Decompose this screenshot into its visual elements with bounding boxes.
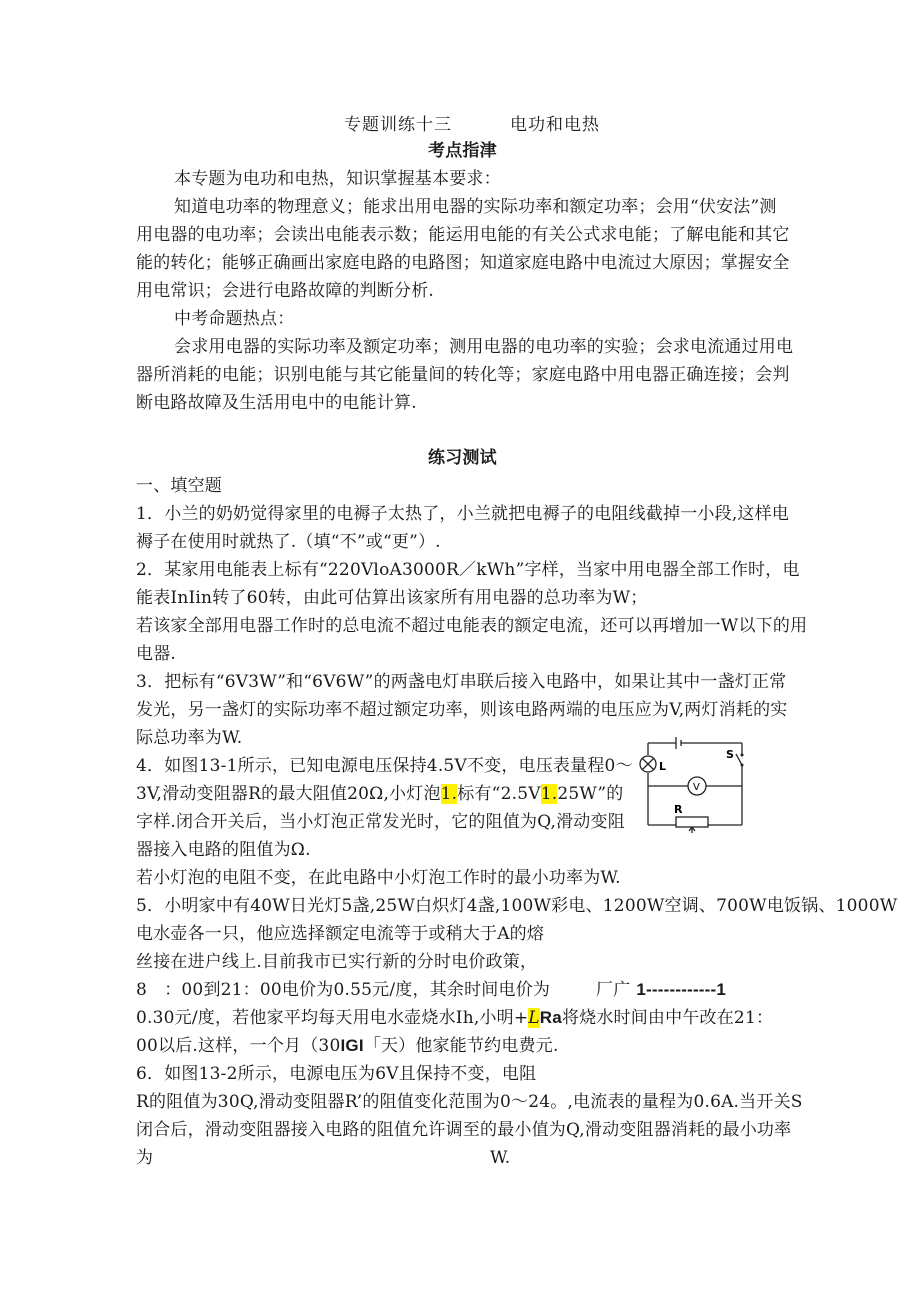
q4-line3: 字样.闭合开关后，当小灯泡正常发光时，它的阻值为Q,滑动变阻 — [136, 812, 625, 832]
q4-line2-a: 3V,滑动变阻器R的最大阻值20Ω,小灯泡 — [136, 784, 441, 804]
intro-p4-line3: 断电路故障及生活用电中的电能计算. — [136, 393, 417, 413]
intro-p3: 中考命题热点： — [174, 309, 295, 329]
circuit-diagram-13-1 — [636, 733, 748, 833]
q5-highlight: L — [528, 1008, 540, 1028]
q4-line2 — [136, 783, 623, 805]
q2-line1: 2．某家用电能表上标有“220VloA3000R／kWh”字样，当家中用电器全部工作时，电 — [136, 560, 800, 580]
q5-line6-c: 「天）他家能节约电费元. — [363, 1036, 559, 1056]
q6-line3: 闭合后，滑动变阻器接入电路的阻值允许调至的最小值为Q,滑动变阻器消耗的最小功率 — [136, 1120, 792, 1140]
intro-p2-line4: 用电常识；会进行电路故障的判断分析. — [136, 281, 435, 301]
q5-line4-c: 1------------1 — [636, 980, 727, 999]
q2-line2: 能表InIin转了60转，由此可估算出该家所有用电器的总功率为W； — [136, 588, 648, 608]
q5-line5 — [136, 1007, 773, 1029]
intro-p4-line1: 会求用电器的实际功率及额定功率；测用电器的电功率的实验；会求电流通过用电 — [174, 337, 794, 357]
intro-p1: 本专题为电功和电热，知识掌握基本要求： — [174, 169, 501, 189]
q5-line5-a: 0.30元/度，若他家平均每天用电水壶烧水Ih,小明+ — [136, 1008, 529, 1028]
q1-line2: 褥子在使用时就热了.（填“不”或“更”）. — [136, 532, 441, 552]
q6-line4a: 为 — [136, 1148, 154, 1168]
intro-p4-line2: 器所消耗的电能；识别电能与其它能量间的转化等；家庭电路中用电器正确连接；会判 — [136, 365, 790, 385]
q3-line3: 际总功率为W. — [136, 728, 243, 748]
label-voltmeter: V — [693, 782, 700, 793]
title-right: 电功和电热 — [510, 115, 600, 135]
intro-p2-line1: 知道电功率的物理意义；能求出用电器的实际功率和额定功率；会用“伏安法”测 — [174, 197, 777, 217]
q5-line3: 丝接在进户线上.目前我市已实行新的分时电价政策， — [136, 952, 538, 972]
doc-title — [344, 114, 600, 136]
q5-line2: 电水壶各一只，他应选择额定电流等于或稍大于A的熔 — [136, 924, 545, 944]
q5-line5-c: Ra — [539, 1008, 562, 1027]
q5-line5-d: 将烧水时间由中午改在21： — [561, 1008, 774, 1028]
section-heading-practice: 练习测试 — [428, 448, 497, 468]
q4-highlight-1: 1. — [440, 784, 458, 804]
label-rheostat: R — [674, 803, 683, 816]
intro-p2-line3: 能的转化；能够正确画出家庭电路的电路图；知道家庭电路中电流过大原因；掌握安全 — [136, 253, 790, 273]
q5-line4-a: 8 ：00到21：00电价为0.55元/度，其余时间电价为 — [136, 980, 551, 1000]
q4-highlight-2: 1. — [540, 784, 558, 804]
q6-line4b: W. — [490, 1148, 511, 1168]
q5-line6 — [136, 1035, 559, 1057]
section-fill-blank: 一、填空题 — [136, 476, 222, 496]
intro-p2-line2: 用电器的电功率；会读出电能表示数；能运用电能的有关公式求电能；了解电能和其它 — [136, 225, 790, 245]
q4-line2-e: 25W”的 — [557, 784, 624, 804]
q4-line2-c: 标有“2.5V — [457, 784, 541, 804]
rheostat-symbol — [676, 817, 708, 827]
q5-line4 — [136, 979, 550, 1001]
q2-line3: 若该家全部用电器工作时的总电流不超过电能表的额定电流，还可以再增加一W以下的用 — [136, 616, 808, 636]
label-lamp: L — [659, 760, 667, 773]
q4-line5: 若小灯泡的电阻不变，在此电路中小灯泡工作时的最小功率为W. — [136, 868, 621, 888]
q6-line1: 6．如图13-2所示，电源电压为6V且保持不变，电阻 — [136, 1064, 537, 1084]
q5-line4-b: 厂广 — [596, 980, 631, 1000]
section-heading-points: 考点指津 — [428, 141, 497, 161]
q1-line1: 1．小兰的奶奶觉得家里的电褥子太热了，小兰就把电褥子的电阻线截掉一小段,这样电 — [136, 504, 790, 524]
q5-line1: 5．小明家中有40W日光灯5盏,25W白炽灯4盏,100W彩电、1200W空调、700W电饭锅、1000W — [136, 896, 898, 916]
q4-line4: 器接入电路的阻值为Ω. — [136, 840, 311, 860]
q5-line4-artifact — [596, 979, 726, 1001]
q3-line2: 发光，另一盏灯的实际功率不超过额定功率，则该电路两端的电压应为V,两灯消耗的实 — [136, 700, 788, 720]
q2-line4: 电器. — [136, 644, 177, 664]
q4-line1: 4．如图13-1所示，已知电源电压保持4.5V不变，电压表量程0～ — [136, 756, 633, 776]
q5-line6-b: IGI — [340, 1036, 364, 1055]
title-left: 专题训练十三 — [344, 115, 452, 135]
q5-line6-a: 00以后.这样，一个月（30 — [136, 1036, 341, 1056]
q6-line2: R的阻值为30Q,滑动变阻器R’的阻值变化范围为0～24。,电流表的量程为0.6A.当开关S — [136, 1092, 803, 1112]
label-switch: S — [726, 748, 734, 761]
q3-line1: 3．把标有“6V3W”和“6V6W”的两盏电灯串联后接入电路中，如果让其中一盏灯正常 — [136, 672, 787, 692]
